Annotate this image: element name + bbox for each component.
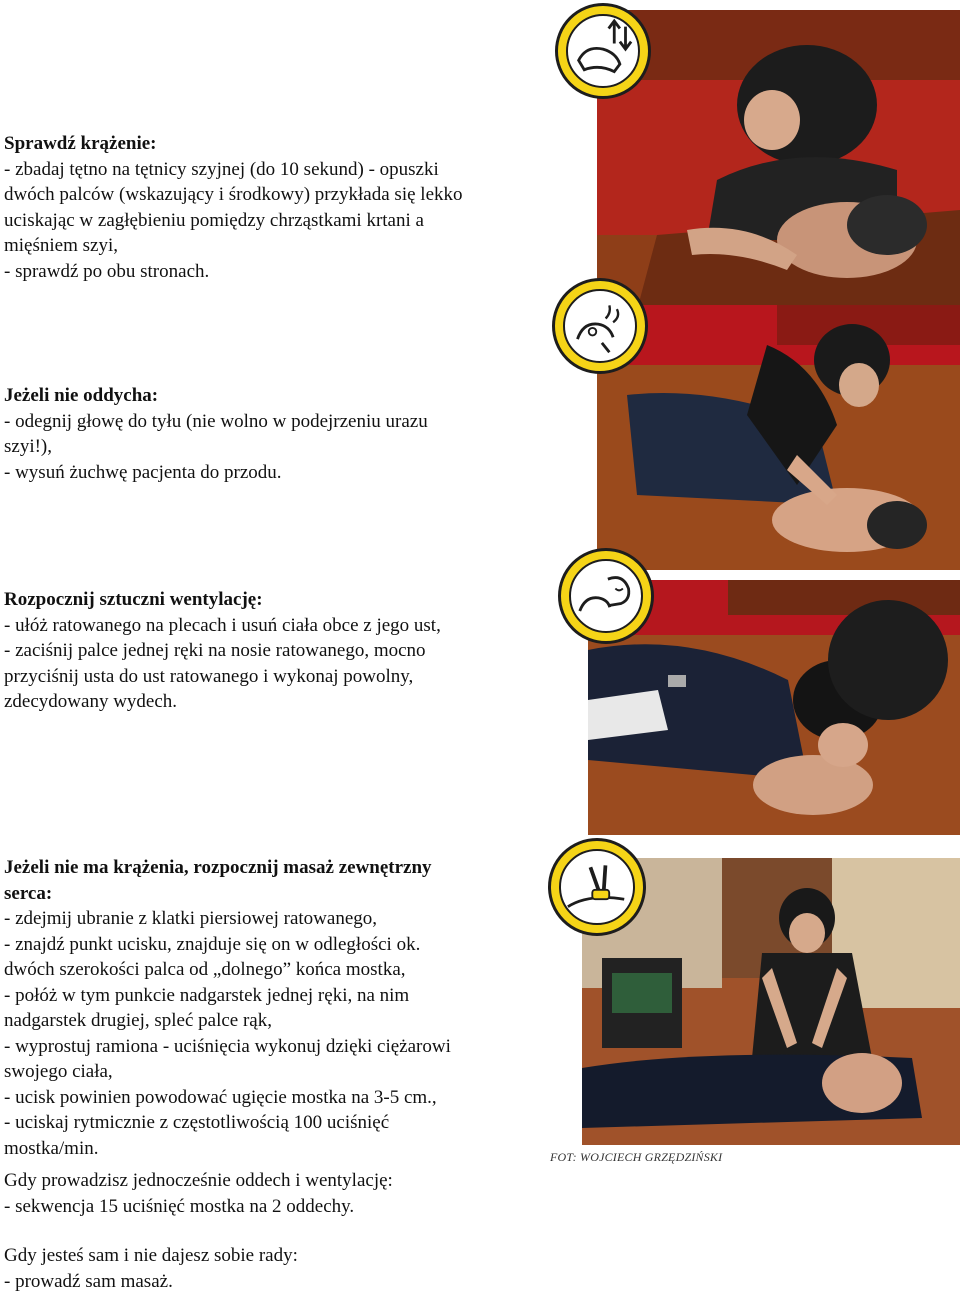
photo-pulse-check [597,10,960,310]
instruction-line: nadgarstek drugiej, spleć palce rąk, [4,1010,272,1031]
section-ventilation [4,587,441,715]
note-line: Gdy jesteś sam i nie dajesz sobie rady: [4,1245,298,1266]
note-line: - prowadź sam masaż. [4,1270,173,1292]
section-heading: Rozpocznij sztuczni wentylację: [4,589,263,610]
mouth-to-mouth-icon [558,548,654,644]
photo-credit: FOT: WOJCIECH GRZĘDZIŃSKI [550,1150,723,1164]
note-line: - sekwencja 15 uciśnięć mostka na 2 oddechy. [4,1195,355,1217]
arrows-up-down-icon [555,3,651,99]
note-alone [4,1243,298,1294]
instruction-line: - zbadaj tętno na tętnicy szyjnej (do 10 sekund) - opuszki [4,158,439,180]
instruction-line: uciskając w zagłębieniu pomiędzy chrząstkami krtani a [4,209,424,231]
instruction-line: - ułóż ratowanego na plecach i usuń ciała obce z jego ust, [4,614,441,636]
section-heading: serca: [4,882,53,904]
section-check-circulation [4,131,463,284]
instruction-line: - wysuń żuchwę pacjenta do przodu. [4,461,282,483]
instruction-line: - uciskaj rytmicznie z częstotliwością 100 uciśnięć [4,1112,390,1133]
section-heart-massage [4,855,451,1161]
instruction-line: - zdejmij ubranie z klatki piersiowej ratowanego, [4,908,378,929]
instruction-line: - odegnij głowę do tyłu (nie wolno w podejrzeniu urazu [4,410,428,432]
breath-check-icon [552,278,648,374]
instruction-line: - zaciśnij palce jednej ręki na nosie ratowanego, mocno [4,640,426,661]
instruction-line: dwóch palców (wskazujący i środkowy) przykłada się lekko [4,184,463,205]
photo-head-tilt [597,305,960,570]
instruction-line: szyi!), [4,436,53,457]
section-heading: Sprawdź krążenie: [4,133,157,154]
instruction-line: - wyprostuj ramiona - uciśnięcia wykonuj dzięki ciężarowi [4,1035,451,1057]
instruction-line: - ucisk powinien powodować ugięcie mostka na 3-5 cm., [4,1086,437,1108]
instruction-line: - znajdź punkt ucisku, znajduje się on w odległości ok. [4,933,421,955]
note-together [4,1168,393,1219]
instruction-line: przyciśnij usta do ust ratowanego i wykonaj powolny, [4,665,414,687]
instruction-line: zdecydowany wydech. [4,691,178,712]
section-heading: Jeżeli nie ma krążenia, rozpocznij masaż zewnętrzny [4,857,432,878]
instruction-line: swojego ciała, [4,1061,113,1082]
section-heading: Jeżeli nie oddycha: [4,385,159,406]
instruction-line: mięśniem szyi, [4,235,118,256]
note-line: Gdy prowadzisz jednocześnie oddech i wentylację: [4,1170,393,1191]
instruction-line: mostka/min. [4,1137,99,1159]
chest-compression-icon [548,838,646,936]
instruction-line: - połóż w tym punkcie nadgarstek jednej ręki, na nim [4,984,410,1006]
instruction-line: - sprawdź po obu stronach. [4,260,210,282]
section-not-breathing [4,383,428,485]
instruction-line: dwóch szerokości palca od „dolnego” końca mostka, [4,959,406,980]
